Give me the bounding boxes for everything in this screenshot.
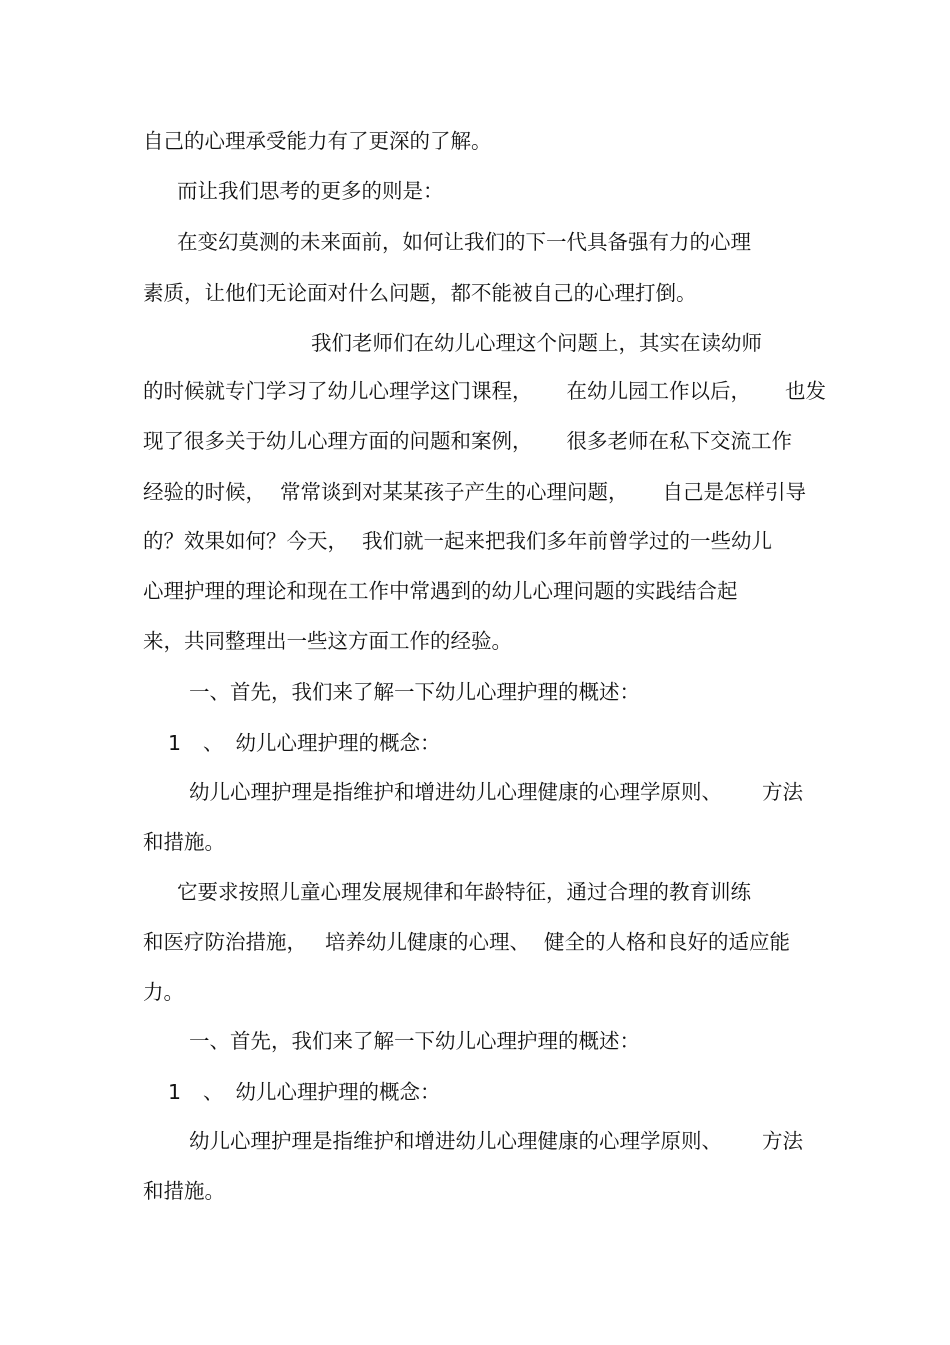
text-fragment: 幼儿心理护理的概念： <box>235 1080 441 1104</box>
text-line <box>143 127 492 155</box>
text-fragment: 的？效果如何？今天， <box>143 529 348 553</box>
text-fragment: 和措施。 <box>143 1179 225 1203</box>
list-separator: 、 <box>203 1080 224 1104</box>
text-fragment: 现了很多关于幼儿心理方面的问题和案例， <box>143 429 533 453</box>
text-line <box>143 828 225 856</box>
text-fragment: 方法 <box>762 780 803 804</box>
text-fragment: 幼儿心理护理的概念： <box>235 731 441 755</box>
text-line <box>143 1177 225 1205</box>
text-fragment: 幼儿心理护理是指维护和增进幼儿心理健康的心理学原则、 <box>189 780 722 804</box>
text-line <box>143 928 790 956</box>
text-fragment: 力。 <box>143 980 184 1004</box>
text-fragment: 素质，让他们无论面对什么问题，都不能被自己的心理打倒。 <box>143 281 697 305</box>
text-fragment: 幼儿心理护理是指维护和增进幼儿心理健康的心理学原则、 <box>189 1129 722 1153</box>
text-fragment: 在变幻莫测的未来面前，如何让我们的下一代具备强有力的心理 <box>177 230 751 254</box>
text-fragment: 一、首先，我们来了解一下幼儿心理护理的概述： <box>189 1029 640 1053</box>
text-fragment: 方法 <box>762 1129 803 1153</box>
text-fragment: 它要求按照儿童心理发展规律和年龄特征，通过合理的教育训练 <box>177 880 751 904</box>
list-separator: 、 <box>203 731 224 755</box>
text-fragment: 一、首先，我们来了解一下幼儿心理护理的概述： <box>189 680 640 704</box>
list-number: 1 <box>168 731 182 755</box>
text-fragment: 来，共同整理出一些这方面工作的经验。 <box>143 629 512 653</box>
text-fragment: 而让我们思考的更多的则是： <box>177 179 444 203</box>
text-line <box>189 1127 803 1155</box>
text-line <box>143 627 512 655</box>
list-number: 1 <box>168 1080 182 1104</box>
text-fragment: 健全的人格和良好的适应能 <box>544 930 790 954</box>
text-fragment: 我们就一起来把我们多年前曾学过的一些幼儿 <box>362 529 772 553</box>
text-fragment: 常常谈到对某某孩子产生的心理问题， <box>280 480 629 504</box>
text-line <box>143 478 806 506</box>
list-item-heading <box>168 1078 441 1106</box>
text-line <box>311 329 762 357</box>
text-line <box>177 177 444 205</box>
section-heading <box>189 1027 640 1055</box>
text-fragment: 很多老师在私下交流工作 <box>566 429 792 453</box>
text-fragment: 在幼儿园工作以后， <box>566 379 751 403</box>
text-fragment: 心理护理的理论和现在工作中常遇到的幼儿心理问题的实践结合起 <box>143 579 738 603</box>
text-line <box>143 377 826 405</box>
text-line <box>143 978 184 1006</box>
list-item-heading <box>168 729 441 757</box>
text-line <box>177 878 751 906</box>
text-fragment: 也发 <box>785 379 826 403</box>
text-fragment: 自己的心理承受能力有了更深的了解。 <box>143 129 492 153</box>
text-fragment: 自己是怎样引导 <box>662 480 806 504</box>
text-fragment: 的时候就专门学习了幼儿心理学这门课程， <box>143 379 533 403</box>
text-line <box>177 228 751 256</box>
text-fragment: 经验的时候， <box>143 480 266 504</box>
text-fragment: 和医疗防治措施， <box>143 930 307 954</box>
text-fragment: 我们老师们在幼儿心理这个问题上，其实在读幼师 <box>311 331 762 355</box>
text-line <box>143 427 792 455</box>
section-heading <box>189 678 640 706</box>
text-fragment: 和措施。 <box>143 830 225 854</box>
text-line <box>143 279 697 307</box>
text-line <box>143 577 738 605</box>
text-fragment: 培养幼儿健康的心理、 <box>325 930 530 954</box>
text-line <box>189 778 803 806</box>
text-line <box>143 527 772 555</box>
